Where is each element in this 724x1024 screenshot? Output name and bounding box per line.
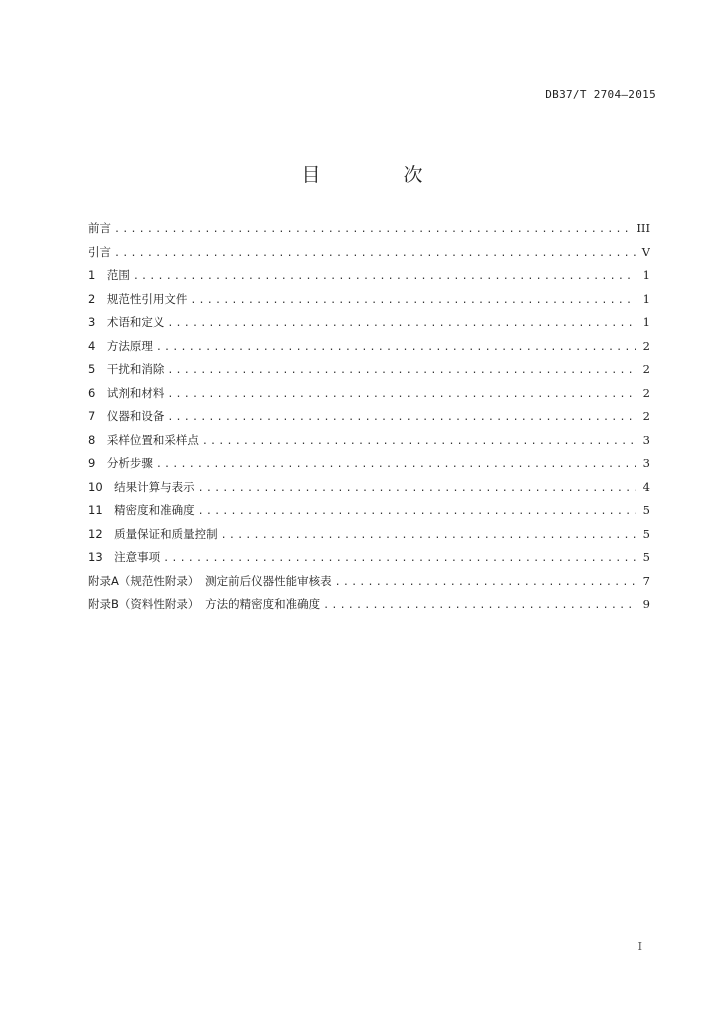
toc-dot-leader <box>167 406 636 429</box>
toc-entry-title: 6 试剂和材料 <box>88 385 165 400</box>
toc-entry-page: 7 <box>642 573 650 588</box>
toc-entry-page: 1 <box>642 315 650 329</box>
table-of-contents <box>88 217 650 617</box>
toc-entry-title: 附录A（规范性附录） 测定前后仪器性能审核表 <box>88 573 332 588</box>
toc-entry-page: 1 <box>642 268 650 282</box>
page-number: I <box>637 940 642 953</box>
toc-dot-leader <box>167 312 636 335</box>
toc-entry[interactable] <box>88 335 650 359</box>
toc-dot-leader <box>190 289 636 312</box>
toc-entry[interactable] <box>88 429 650 453</box>
toc-entry[interactable] <box>88 217 650 241</box>
toc-dot-leader <box>114 218 630 241</box>
toc-entry-page: 3 <box>642 456 650 470</box>
toc-entry-title: 12 质量保证和质量控制 <box>88 526 218 541</box>
toc-entry-page: 5 <box>642 503 650 517</box>
toc-entry-page: 2 <box>642 362 650 376</box>
toc-entry-title: 1 范围 <box>88 268 130 282</box>
toc-entry[interactable] <box>88 523 650 547</box>
toc-dot-leader <box>323 594 636 617</box>
toc-dot-leader <box>198 500 636 523</box>
toc-entry-title: 2 规范性引用文件 <box>88 291 188 306</box>
toc-entry-title: 4 方法原理 <box>88 338 153 353</box>
toc-entry-page: 2 <box>642 338 650 353</box>
toc-entry-page: 2 <box>642 409 650 423</box>
toc-title: 目 次 <box>301 164 455 186</box>
toc-entry-page: 4 <box>642 479 650 494</box>
toc-entry[interactable] <box>88 358 650 382</box>
toc-dot-leader <box>133 265 636 288</box>
toc-entry[interactable] <box>88 546 650 570</box>
toc-entry[interactable] <box>88 405 650 429</box>
toc-dot-leader <box>167 383 636 406</box>
toc-entry-title: 9 分析步骤 <box>88 456 153 470</box>
toc-entry-page: 5 <box>642 526 650 541</box>
toc-entry-title: 3 术语和定义 <box>88 315 165 329</box>
toc-entry[interactable] <box>88 382 650 406</box>
toc-dot-leader <box>156 336 636 359</box>
toc-dot-leader <box>156 453 636 476</box>
toc-entry[interactable] <box>88 476 650 500</box>
toc-entry[interactable] <box>88 311 650 335</box>
standard-code: DB37/T 2704—2015 <box>545 88 656 101</box>
toc-entry-title: 10 结果计算与表示 <box>88 479 195 494</box>
toc-dot-leader <box>202 430 636 453</box>
toc-entry-page: 3 <box>642 432 650 447</box>
toc-entry-title: 5 干扰和消除 <box>88 362 165 376</box>
toc-dot-leader <box>198 477 636 500</box>
toc-dot-leader <box>167 359 636 382</box>
toc-dot-leader <box>114 242 636 265</box>
toc-entry-page: V <box>641 244 650 259</box>
toc-entry-page: 5 <box>642 550 650 564</box>
toc-entry[interactable] <box>88 499 650 523</box>
toc-entry-title: 引言 <box>88 244 111 259</box>
toc-entry-title: 7 仪器和设备 <box>88 409 165 423</box>
toc-entry-title: 前言 <box>88 221 111 235</box>
toc-entry[interactable] <box>88 288 650 312</box>
toc-entry[interactable] <box>88 241 650 265</box>
toc-entry-page: III <box>636 221 650 235</box>
toc-entry-title: 8 采样位置和采样点 <box>88 432 199 447</box>
toc-entry[interactable] <box>88 264 650 288</box>
toc-entry-page: 2 <box>642 385 650 400</box>
toc-entry[interactable] <box>88 452 650 476</box>
toc-entry-title: 11 精密度和准确度 <box>88 503 195 517</box>
toc-entry-page: 1 <box>642 291 650 306</box>
toc-dot-leader <box>221 524 636 547</box>
toc-entry[interactable] <box>88 570 650 594</box>
toc-dot-leader <box>163 547 636 570</box>
toc-dot-leader <box>335 571 636 594</box>
toc-entry[interactable] <box>88 593 650 617</box>
toc-entry-title: 附录B（资料性附录） 方法的精密度和准确度 <box>88 597 321 611</box>
toc-entry-title: 13 注意事项 <box>88 550 161 564</box>
toc-entry-page: 9 <box>642 597 650 611</box>
